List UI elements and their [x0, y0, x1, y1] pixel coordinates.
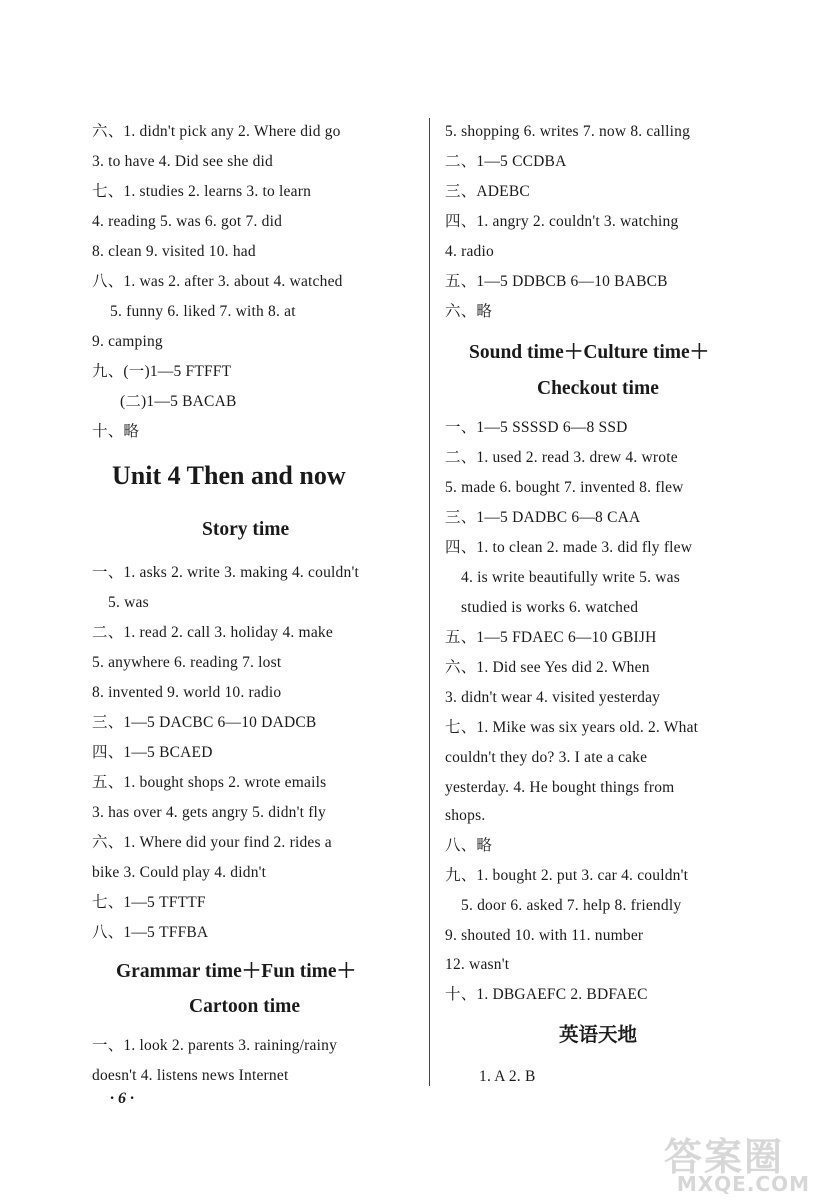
section-heading-sound-time: Sound time＋Culture time＋ [469, 342, 710, 363]
answer-line: 四、1—5 BCAED [92, 744, 213, 761]
answer-line: 8. invented 9. world 10. radio [92, 684, 282, 701]
answer-line: 5. was [108, 594, 149, 611]
answer-line: 三、ADEBC [445, 183, 530, 200]
answer-line: studied is works 6. watched [461, 599, 639, 616]
answer-line: 9. camping [92, 333, 163, 350]
answer-line: 12. wasn't [445, 956, 510, 973]
answer-line: 十、1. DBGAEFC 2. BDFAEC [445, 986, 648, 1003]
answer-line: 一、1. asks 2. write 3. making 4. couldn't [92, 564, 359, 581]
page-number: · 6 · [110, 1090, 134, 1107]
answer-line: 三、1—5 DACBC 6—10 DADCB [92, 714, 317, 731]
answer-line: 5. shopping 6. writes 7. now 8. calling [445, 123, 691, 140]
answer-line: 3. has over 4. gets angry 5. didn't fly [92, 804, 327, 821]
section-heading-english-world: 英语天地 [559, 1025, 638, 1046]
section-heading-story-time: Story time [202, 519, 290, 540]
answer-line: couldn't they do? 3. I ate a cake [445, 749, 648, 766]
answer-line: 二、1. read 2. call 3. holiday 4. make [92, 624, 333, 641]
watermark-text: 答案圈 [663, 1135, 784, 1179]
answer-line: 二、1. used 2. read 3. drew 4. wrote [445, 449, 678, 466]
answer-line: 5. made 6. bought 7. invented 8. flew [445, 479, 684, 496]
column-divider [429, 118, 430, 1086]
answer-line: 八、略 [445, 837, 493, 854]
answer-line: 三、1—5 DADBC 6—8 CAA [445, 509, 641, 526]
answer-line: 六、1. Where did your find 2. rides a [92, 834, 332, 851]
answer-line: 4. radio [445, 243, 494, 260]
answer-line: 六、略 [445, 303, 493, 320]
answer-line: yesterday. 4. He bought things from [445, 779, 675, 796]
answer-line: doesn't 4. listens news Internet [92, 1067, 289, 1084]
section-heading-checkout-time: Checkout time [537, 378, 659, 399]
answer-line: 3. didn't wear 4. visited yesterday [445, 689, 661, 706]
answer-line: 3. to have 4. Did see she did [92, 153, 273, 170]
answer-line: 七、1. Mike was six years old. 2. What [445, 719, 699, 736]
answer-line: 8. clean 9. visited 10. had [92, 243, 256, 260]
answer-line: 5. funny 6. liked 7. with 8. at [110, 303, 296, 320]
answer-line: 四、1. to clean 2. made 3. did fly flew [445, 539, 693, 556]
answer-line: 9. shouted 10. with 11. number [445, 927, 644, 944]
answer-line: 四、1. angry 2. couldn't 3. watching [445, 213, 679, 230]
answer-line: 一、1—5 SSSSD 6—8 SSD [445, 419, 628, 436]
answer-line: 一、1. look 2. parents 3. raining/rainy [92, 1037, 338, 1054]
answer-line: 六、1. Did see Yes did 2. When [445, 659, 650, 676]
answer-line: 二、1—5 CCDBA [445, 153, 567, 170]
answer-line: 七、1. studies 2. learns 3. to learn [92, 183, 312, 200]
answer-line: 5. door 6. asked 7. help 8. friendly [461, 897, 682, 914]
unit-title: Unit 4 Then and now [112, 461, 346, 490]
answer-line: 七、1—5 TFTTF [92, 894, 206, 911]
answer-line: 六、1. didn't pick any 2. Where did go [92, 123, 341, 140]
answer-line: 八、1—5 TFFBA [92, 924, 209, 941]
watermark-logo [594, 1126, 814, 1196]
answer-line: 九、(一)1—5 FTFFT [92, 363, 232, 380]
answer-line: 五、1—5 FDAEC 6—10 GBIJH [445, 629, 657, 646]
section-heading-cartoon-time: Cartoon time [189, 996, 301, 1017]
section-heading-grammar-time: Grammar time＋Fun time＋ [116, 961, 357, 982]
answer-line: 5. anywhere 6. reading 7. lost [92, 654, 282, 671]
watermark-url: MXQE.COM [676, 1172, 810, 1196]
answer-line: 4. is write beautifully write 5. was [461, 569, 680, 586]
answer-line: 十、略 [92, 423, 140, 440]
answer-line: shops. [445, 807, 486, 824]
answer-line: 五、1—5 DDBCB 6—10 BABCB [445, 273, 668, 290]
answer-line: 九、1. bought 2. put 3. car 4. couldn't [445, 867, 689, 884]
answer-line: 五、1. bought shops 2. wrote emails [92, 774, 327, 791]
answer-line: 4. reading 5. was 6. got 7. did [92, 213, 283, 230]
answer-line: 八、1. was 2. after 3. about 4. watched [92, 273, 343, 290]
answer-line: (二)1—5 BACAB [120, 393, 237, 410]
answer-line: 1. A 2. B [479, 1068, 536, 1085]
answer-line: bike 3. Could play 4. didn't [92, 864, 267, 881]
